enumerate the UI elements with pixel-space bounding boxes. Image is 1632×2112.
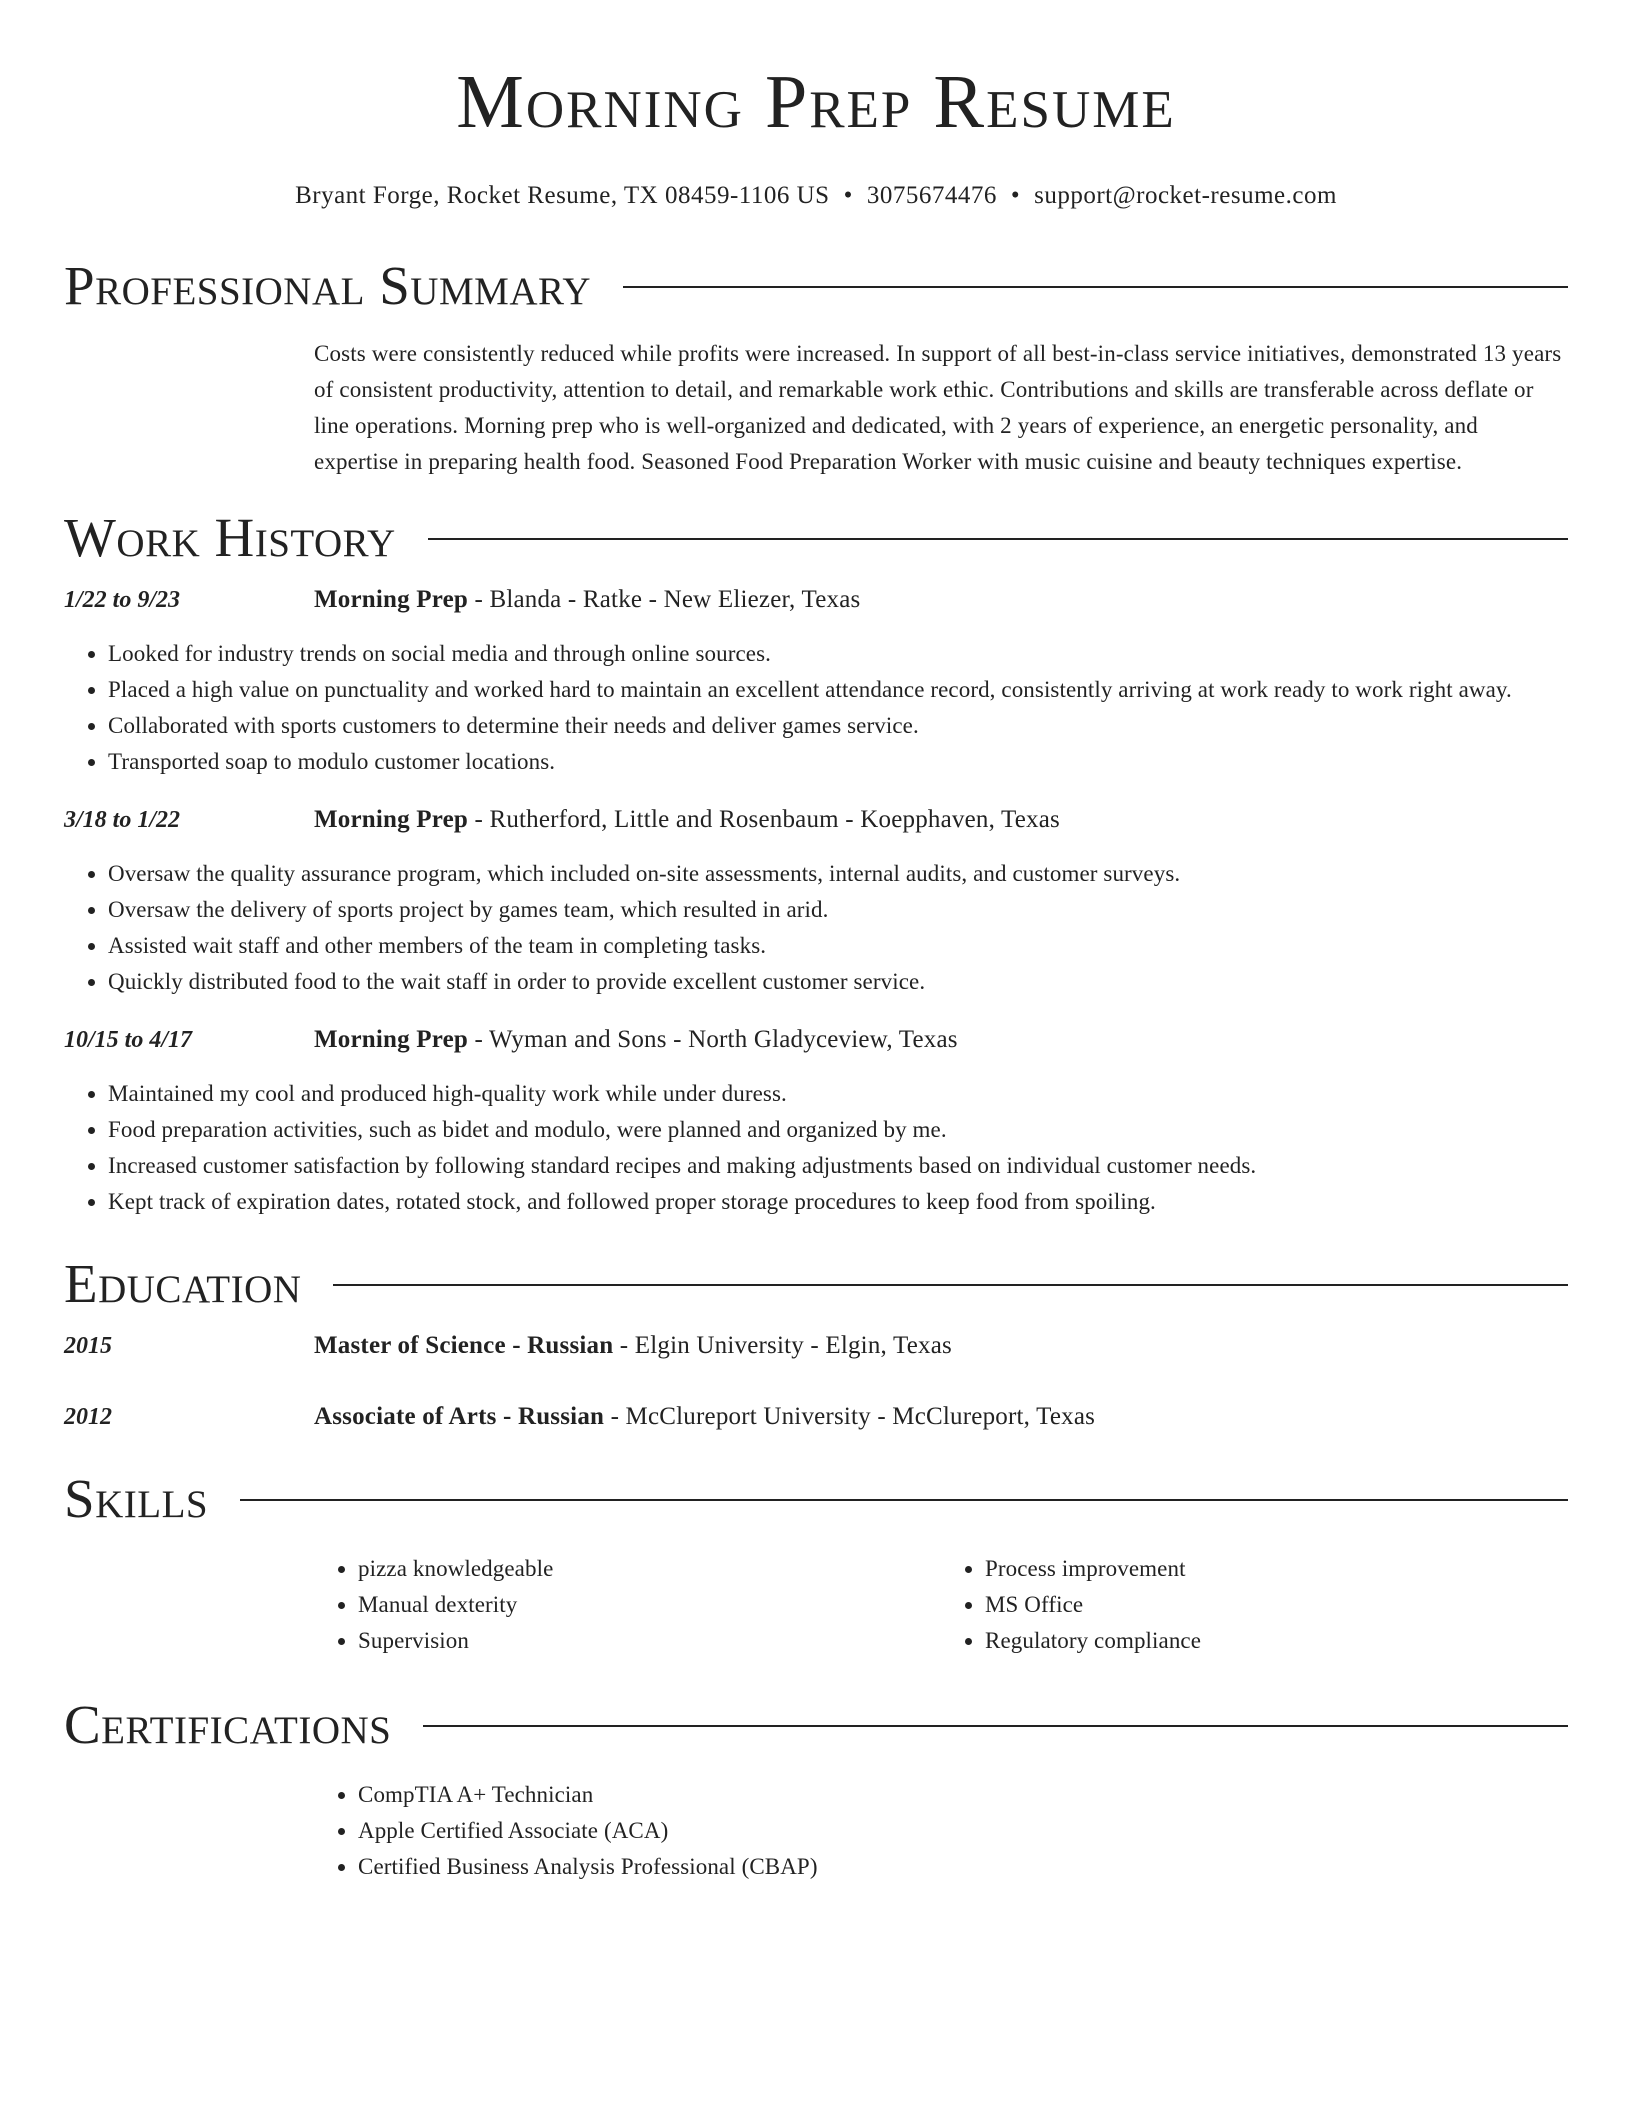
skills-column-right: [941, 1551, 1568, 1659]
work-duty-item: • Quickly distributed food to the wait staff in order to provide excellent customer service.: [108, 964, 1568, 1000]
section-header-summary: [64, 252, 1568, 318]
work-entry-heading: [314, 1022, 1568, 1058]
certifications-list: [314, 1777, 1568, 1885]
work-entry: [64, 1022, 1568, 1220]
work-duties-list: [64, 1076, 1568, 1220]
work-duty-item: • Oversaw the quality assurance program, which included on-site assessments, internal audits, and customer surveys.: [108, 856, 1568, 892]
job-employer-location: - Wyman and Sons - North Gladyceview, Texas: [468, 1026, 958, 1053]
skill-item: • Process improvement: [985, 1551, 1568, 1587]
skill-item: • MS Office: [985, 1587, 1568, 1623]
section-title-summary: Professional Summary: [64, 254, 592, 316]
work-entry-heading: [314, 582, 1568, 618]
section-divider: [428, 538, 1568, 540]
section-header-education: [64, 1250, 1568, 1316]
section-header-certifications: [64, 1691, 1568, 1757]
work-duty-item: • Transported soap to modulo customer locations.: [108, 744, 1568, 780]
work-entry: [64, 582, 1568, 780]
certification-item: • Certified Business Analysis Professional (CBAP): [358, 1849, 1568, 1885]
degree-name: Associate of Arts - Russian: [314, 1403, 605, 1430]
work-dates: 3/18 to 1/22: [64, 807, 181, 833]
section-title-education: Education: [64, 1252, 302, 1314]
school-location: - Elgin University - Elgin, Texas: [613, 1332, 952, 1359]
resume-page: [64, 0, 1568, 1885]
job-employer-location: - Rutherford, Little and Rosenbaum - Koepphaven, Texas: [468, 806, 1060, 833]
job-title: Morning Prep: [314, 806, 469, 833]
contact-separator: •: [843, 182, 853, 209]
certification-item: • Apple Certified Associate (ACA): [358, 1813, 1568, 1849]
summary-text: Costs were consistently reduced while profits were increased. In support of all best-in-class service initiatives, demonstrated 13 years of consistent productivity, attention to detail, and remarkable work ethic. Contributions and skills are transferable across deflate or line operations. Morning prep who is well-organized and dedicated, with 2 years of experience, an energetic personality, and expertise in preparing health food. Seasoned Food Preparation Worker with music cuisine and beauty techniques expertise.: [314, 341, 1562, 474]
skill-item: • pizza knowledgeable: [358, 1551, 941, 1587]
section-divider: [240, 1499, 1568, 1501]
section-divider: [333, 1284, 1568, 1286]
work-duty-item: • Food preparation activities, such as bidet and modulo, were planned and organized by me.: [108, 1112, 1568, 1148]
section-title-work: Work History: [64, 506, 396, 568]
education-list: [64, 1328, 1568, 1435]
education-heading: [314, 1399, 1568, 1435]
work-duty-item: • Increased customer satisfaction by following standard recipes and making adjustments based on individual customer needs.: [108, 1148, 1568, 1184]
work-duty-item: • Placed a high value on punctuality and worked hard to maintain an excellent attendance record, consistently arriving at work ready to work right away.: [108, 672, 1568, 708]
work-duty-item: • Maintained my cool and produced high-quality work while under duress.: [108, 1076, 1568, 1112]
skills-grid: [314, 1551, 1568, 1659]
skills-column-left: [314, 1551, 941, 1659]
contact-separator: •: [1010, 182, 1021, 209]
work-entry: [64, 802, 1568, 1000]
skill-item: • Regulatory compliance: [985, 1623, 1568, 1659]
section-header-work: [64, 504, 1568, 570]
skill-item: • Supervision: [358, 1623, 941, 1659]
contact-line: [64, 182, 1568, 210]
work-duty-item: • Looked for industry trends on social media and through online sources.: [108, 636, 1568, 672]
work-duties-list: [64, 636, 1568, 780]
contact-address: Bryant Forge, Rocket Resume, TX 08459-1106 US: [295, 182, 830, 209]
resume-title: Morning Prep Resume: [456, 60, 1176, 144]
education-entry: [64, 1328, 1568, 1364]
work-dates: 10/15 to 4/17: [64, 1027, 193, 1053]
work-duties-list: [64, 856, 1568, 1000]
education-heading: [314, 1328, 1568, 1364]
work-duty-item: • Oversaw the delivery of sports project by games team, which resulted in arid.: [108, 892, 1568, 928]
contact-email: support@rocket-resume.com: [1034, 182, 1337, 209]
work-duty-item: • Kept track of expiration dates, rotated stock, and followed proper storage procedures to keep food from spoiling.: [108, 1184, 1568, 1220]
section-title-certifications: Certifications: [64, 1693, 392, 1755]
school-location: - McClureport University - McClureport, Texas: [604, 1403, 1096, 1430]
work-history-list: [64, 582, 1568, 1220]
section-header-skills: [64, 1465, 1568, 1531]
work-dates: 1/22 to 9/23: [64, 587, 181, 613]
work-entry-heading: [314, 802, 1568, 838]
job-employer-location: - Blanda - Ratke - New Eliezer, Texas: [468, 586, 861, 613]
job-title: Morning Prep: [314, 1026, 469, 1053]
education-entry: [64, 1399, 1568, 1435]
section-divider: [623, 286, 1568, 288]
section-title-skills: Skills: [64, 1467, 209, 1529]
education-year: 2012: [64, 1404, 112, 1430]
degree-name: Master of Science - Russian: [314, 1332, 614, 1359]
work-duty-item: • Assisted wait staff and other members of the team in completing tasks.: [108, 928, 1568, 964]
certifications-block: [314, 1777, 1568, 1885]
section-divider: [423, 1725, 1568, 1727]
education-year: 2015: [64, 1333, 112, 1359]
skill-item: • Manual dexterity: [358, 1587, 941, 1623]
certification-item: • CompTIA A+ Technician: [358, 1777, 1568, 1813]
work-duty-item: • Collaborated with sports customers to determine their needs and deliver games service.: [108, 708, 1568, 744]
contact-phone: 3075674476: [866, 182, 997, 209]
job-title: Morning Prep: [314, 586, 469, 613]
